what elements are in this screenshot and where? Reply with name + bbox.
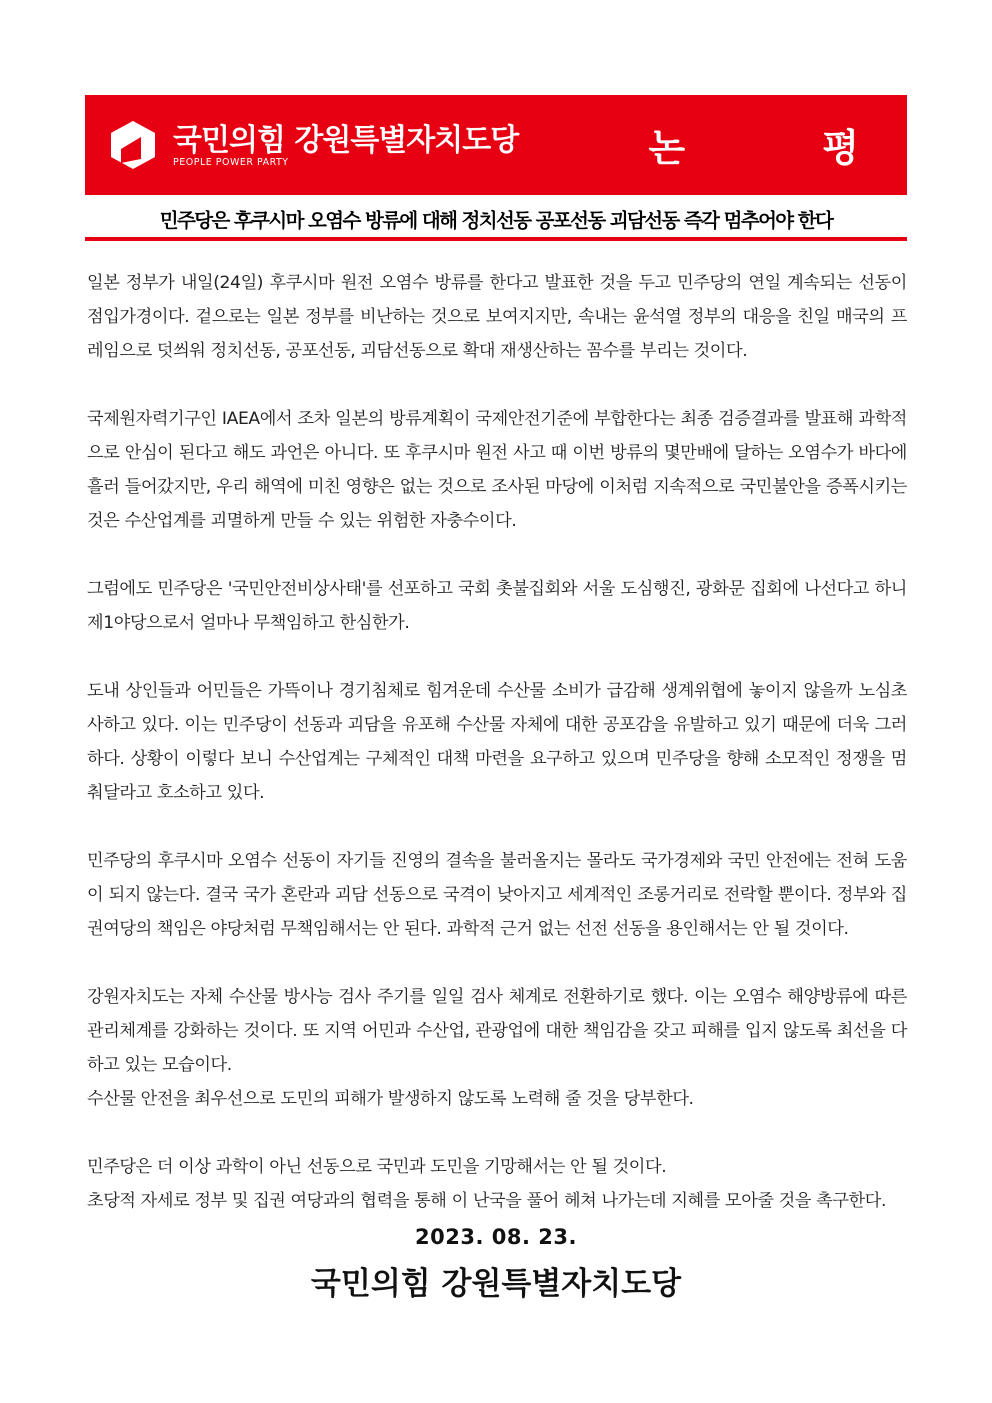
headline: 민주당은 후쿠시마 오염수 방류에 대해 정치선동 공포선동 괴담선동 즉각 멈추어야 한다 xyxy=(159,209,833,232)
party-name-english: PEOPLE POWER PARTY xyxy=(173,157,289,168)
body-paragraph: 민주당은 더 이상 과학이 아닌 선동으로 국민과 도민을 기망해서는 안 될 것이다. 초당적 자세로 정부 및 집권 여당과의 협력을 통해 이 난국을 풀어 헤쳐 나가는데 지혜를 모아줄 것을 촉구한다. xyxy=(87,1157,887,1211)
statement-signature: 국민의힘 강원특별자치도당 xyxy=(310,1266,682,1302)
body-paragraph: 강원자치도는 자체 수산물 방사능 검사 주기를 일일 검사 체계로 전환하기로 했다. 이는 오염수 해양방류에 따른 관리체계를 강화하는 것이다. 또 지역 어민과 수산업, 관광업에 대한 책임감을 갖고 피해를 입지 않도록 최선을 다하고 있는 모습이다. 수산물 안전을 최우선으로 도민의 피해가 발생하지 않도록 노력해 줄 것을 당부한다. xyxy=(87,987,907,1109)
document-type: 논 평 xyxy=(648,126,921,170)
body-paragraph: 그럼에도 민주당은 '국민안전비상사태'를 선포하고 국회 촛불집회와 서울 도심행진, 광화문 집회에 나선다고 하니 제1야당으로서 얼마나 무책임하고 한심한가. xyxy=(87,579,907,633)
party-name: 국민의힘 강원특별자치도당 xyxy=(173,123,519,158)
statement-date: 2023. 08. 23. xyxy=(415,1225,577,1249)
statement-body xyxy=(87,266,907,1218)
body-paragraph: 민주당의 후쿠시마 오염수 선동이 자기들 진영의 결속을 불러올지는 몰라도 국가경제와 국민 안전에는 전혀 도움이 되지 않는다. 결국 국가 혼란과 괴담 선동으로 국격이 낮아지고 세계적인 조롱거리로 전락할 뿐이다. 정부와 집권여당의 책임은 야당처럼 무책임해서는 안 된다. 과학적 근거 없는 선전 선동을 용인해서는 안 될 것이다. xyxy=(87,851,907,939)
header-banner xyxy=(85,95,921,195)
body-paragraph: 국제원자력기구인 IAEA에서 조차 일본의 방류계획이 국제안전기준에 부합한다는 최종 검증결과를 발표해 과학적으로 안심이 된다고 해도 과언은 아니다. 또 후쿠시마 원전 사고 때 이번 방류의 몇만배에 달하는 오염수가 바다에 흘러 들어갔지만, 우리 해역에 미친 영향은 없는 것으로 조사된 마당에 이처럼 지속적으로 국민불안을 증폭시키는 것은 수산업계를 괴멸하게 만들 수 있는 위험한 자충수이다. xyxy=(87,409,907,531)
headline-divider xyxy=(85,237,907,241)
body-paragraph: 도내 상인들과 어민들은 가뜩이나 경기침체로 힘겨운데 수산물 소비가 급감해 생계위협에 놓이지 않을까 노심초사하고 있다. 이는 민주당이 선동과 괴담을 유포해 수산물 자체에 대한 공포감을 유발하고 있기 때문에 더욱 그러하다. 상황이 이렇다 보니 수산업계는 구체적인 대책 마련을 요구하고 있으며 민주당을 향해 소모적인 정쟁을 멈춰달라고 호소하고 있다. xyxy=(87,681,907,803)
people-power-party-logo-icon xyxy=(107,119,159,171)
body-paragraph: 일본 정부가 내일(24일) 후쿠시마 원전 오염수 방류를 한다고 발표한 것을 두고 민주당의 연일 계속되는 선동이 점입가경이다. 겉으로는 일본 정부를 비난하는 것으로 보여지지만, 속내는 윤석열 정부의 대응을 친일 매국의 프레임으로 덧씌워 정치선동, 공포선동, 괴담선동으로 확대 재생산하는 꼼수를 부리는 것이다. xyxy=(87,273,907,361)
